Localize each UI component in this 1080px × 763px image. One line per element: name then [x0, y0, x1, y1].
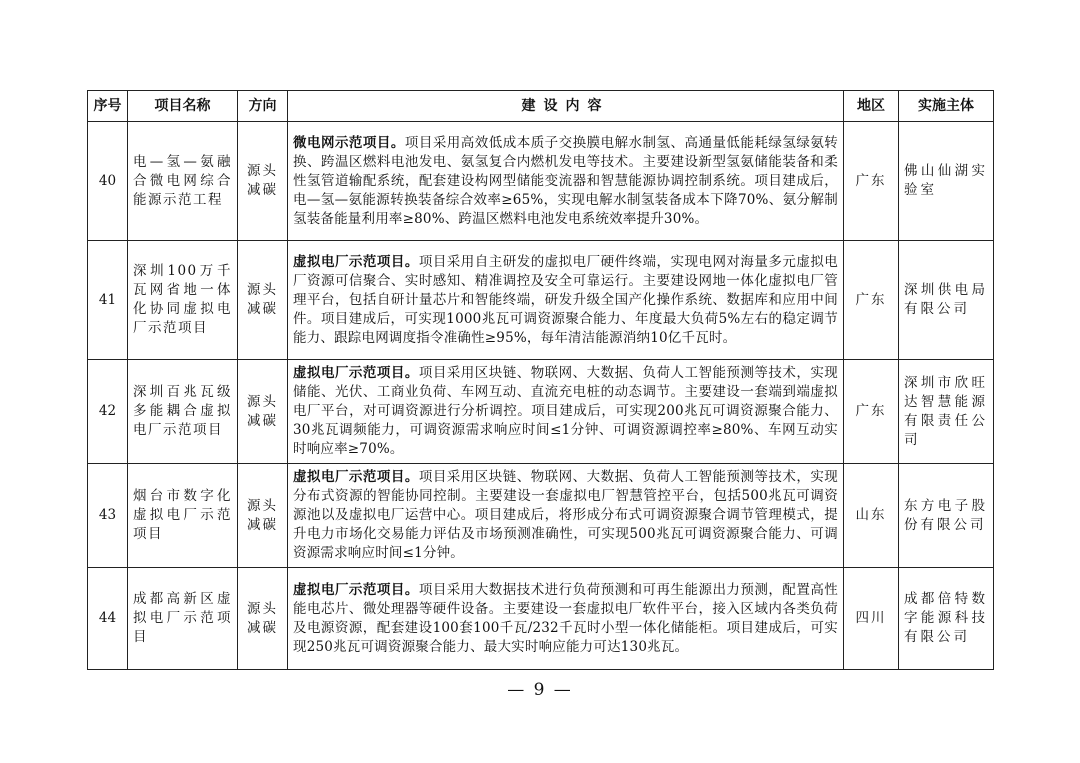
row-name: 深圳100万千瓦网省地一体化协同虚拟电厂示范项目	[128, 241, 238, 360]
row-name: 电—氢—氨融合微电网综合能源示范工程	[128, 122, 238, 241]
row-direction: 源头减碳	[238, 360, 288, 464]
row-no: 42	[88, 360, 128, 464]
row-entity: 成都倍特数字能源科技有限公司	[899, 568, 994, 670]
row-content	[288, 568, 844, 670]
row-content	[288, 464, 844, 568]
row-name: 成都高新区虚拟电厂示范项目	[128, 568, 238, 670]
row-content	[288, 122, 844, 241]
row-content	[288, 360, 844, 464]
row-direction: 源头减碳	[238, 122, 288, 241]
row-region: 广东	[844, 122, 899, 241]
table-row	[88, 464, 994, 568]
header-content: 建设内容	[288, 91, 844, 122]
project-table	[87, 90, 994, 670]
row-direction: 源头减碳	[238, 241, 288, 360]
row-entity: 深圳市欣旺达智慧能源有限责任公司	[899, 360, 994, 464]
row-content-lead: 虚拟电厂示范项目。	[293, 253, 419, 270]
header-name: 项目名称	[128, 91, 238, 122]
row-content-body: 项目采用高效低成本质子交换膜电解水制氢、高通量低能耗绿氢绿氨转换、跨温区燃料电池发电、氨氢复合内燃机发电等技术。主要建设新型氢氨储能装备和柔性氢管道输配系统，配套建设构网型储能变流器和智慧能源协调控制系统。项目建成后，电—氢—氨能源转换装备综合效率≥65%，实现电解水制氢装备成本下降70%、氨分解制氢装备能量利用率≥80%、跨温区燃料电池发电系统效率提升30%。	[293, 134, 838, 227]
row-region: 四川	[844, 568, 899, 670]
row-direction: 源头减碳	[238, 464, 288, 568]
table-row	[88, 122, 994, 241]
header-no: 序号	[88, 91, 128, 122]
header-direction: 方向	[238, 91, 288, 122]
row-region: 广东	[844, 360, 899, 464]
row-name: 烟台市数字化虚拟电厂示范项目	[128, 464, 238, 568]
row-content	[288, 241, 844, 360]
table-row	[88, 360, 994, 464]
row-content-body: 项目采用区块链、物联网、大数据、负荷人工智能预测等技术，实现储能、光伏、工商业负荷、车网互动、直流充电桩的动态调节。主要建设一套端到端虚拟电厂平台，对可调资源进行分析调控。项目建成后，可实现200兆瓦可调资源聚合能力、30兆瓦调频能力，可调资源需求响应时间≤1分钟、可调资源调控率≥80%、车网互动实时响应率≥70%。	[293, 365, 838, 457]
table-header-row	[88, 91, 994, 122]
row-content-lead: 微电网示范项目。	[293, 134, 405, 151]
row-content-lead: 虚拟电厂示范项目。	[293, 469, 419, 485]
row-no: 40	[88, 122, 128, 241]
row-content-lead: 虚拟电厂示范项目。	[293, 581, 419, 598]
row-region: 山东	[844, 464, 899, 568]
header-region: 地区	[844, 91, 899, 122]
row-content-lead: 虚拟电厂示范项目。	[293, 365, 419, 381]
header-entity: 实施主体	[899, 91, 994, 122]
table-row	[88, 568, 994, 670]
row-content-body: 项目采用区块链、物联网、大数据、负荷人工智能预测等技术，实现分布式资源的智能协同控制。主要建设一套虚拟电厂智慧管控平台，包括500兆瓦可调资源池以及虚拟电厂运营中心。项目建成后，将形成分布式可调资源聚合调节管理模式，提升电力市场化交易能力评估及市场预测准确性，可实现500兆瓦可调资源聚合能力、可调资源需求响应时间≤1分钟。	[293, 469, 838, 561]
row-entity: 深圳供电局有限公司	[899, 241, 994, 360]
row-content-body: 项目采用大数据技术进行负荷预测和可再生能源出力预测，配置高性能电芯片、微处理器等硬件设备。主要建设一套虚拟电厂软件平台，接入区域内各类负荷及电源资源，配套建设100套100千瓦/232千瓦时小型一体化储能柜。项目建成后，可实现250兆瓦可调资源聚合能力、最大实时响应能力可达130兆瓦。	[293, 581, 838, 655]
row-entity: 佛山仙湖实验室	[899, 122, 994, 241]
table-row	[88, 241, 994, 360]
row-name: 深圳百兆瓦级多能耦合虚拟电厂示范项目	[128, 360, 238, 464]
page-number: — 9 —	[507, 680, 573, 700]
row-direction: 源头减碳	[238, 568, 288, 670]
row-entity: 东方电子股份有限公司	[899, 464, 994, 568]
row-content-body: 项目采用自主研发的虚拟电厂硬件终端，实现电网对海量多元虚拟电厂资源可信聚合、实时感知、精准调控及安全可靠运行。主要建设网地一体化虚拟电厂管理平台，包括自研计量芯片和智能终端，研发升级全国产化操作系统、数据库和应用中间件。项目建成后，可实现1000兆瓦可调资源聚合能力、年度最大负荷5%左右的稳定调节能力、跟踪电网调度指令准确性≥95%，每年清洁能源消纳10亿千瓦时。	[293, 253, 838, 346]
row-no: 44	[88, 568, 128, 670]
row-no: 41	[88, 241, 128, 360]
row-no: 43	[88, 464, 128, 568]
row-region: 广东	[844, 241, 899, 360]
